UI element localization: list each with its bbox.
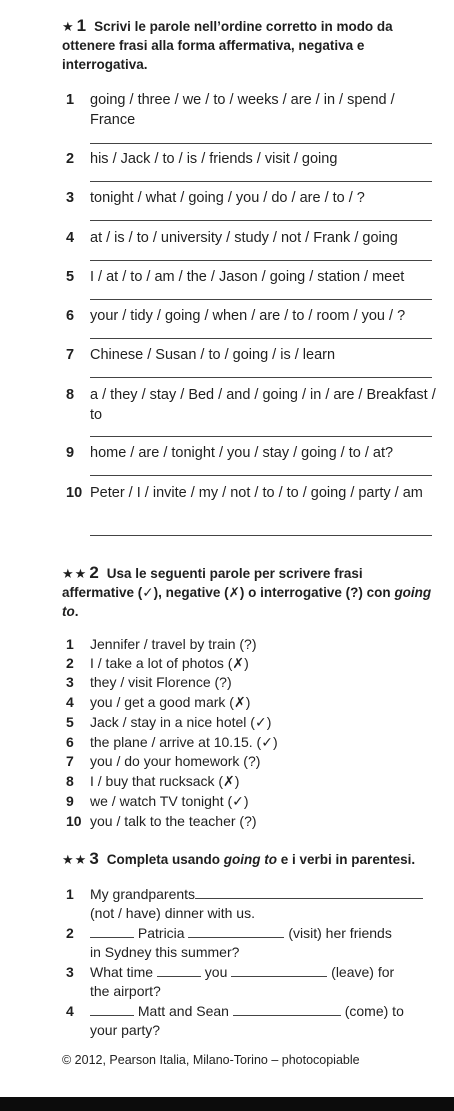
list-item: 10 you / talk to the teacher (?) [66, 813, 257, 829]
answer-line[interactable] [90, 299, 432, 300]
list-item: 9 home / are / tonight / you / stay / going / to / at? [66, 445, 394, 461]
answer-blank[interactable] [90, 924, 134, 938]
answer-line[interactable] [90, 181, 432, 182]
exercise-number: 2 [89, 563, 99, 582]
list-item: 5 Jack / stay in a nice hotel (✓) [66, 714, 272, 730]
list-item: 8 a / they / stay / Bed / and / going / in / are / Breakfast / to [66, 387, 436, 423]
difficulty-stars: ★★ [62, 566, 88, 581]
list-item: 4 Matt and Sean (come) to your party? [66, 1003, 404, 1038]
answer-line[interactable] [90, 220, 432, 221]
list-item: 2 Patricia (visit) her friends in Sydney this summer? [66, 925, 392, 960]
exercise-number: 1 [76, 16, 87, 35]
answer-blank[interactable] [195, 885, 423, 899]
difficulty-stars: ★ [62, 19, 75, 34]
list-item: 3 tonight / what / going / you / do / are / to / ? [66, 190, 365, 206]
answer-line[interactable] [90, 475, 432, 476]
bottom-edge-bar [0, 1097, 454, 1111]
copyright-footer: © 2012, Pearson Italia, Milano-Torino – photocopiable [62, 1053, 360, 1067]
list-item: 9 we / watch TV tonight (✓) [66, 793, 249, 809]
list-item: 4 you / get a good mark (✗) [66, 694, 251, 710]
exercise-3-instruction: ★★ 3 Completa usando going to e i verbi in parentesi. [62, 849, 416, 868]
list-item: 1 going / three / we / to / weeks / are / in / spend / France [66, 92, 395, 128]
answer-blank[interactable] [188, 924, 284, 938]
list-item: 8 I / buy that rucksack (✗) [66, 773, 240, 789]
list-item: 1 My grandparents (not / have) dinner with us. [66, 885, 436, 923]
answer-line[interactable] [90, 338, 432, 339]
list-item: 3 they / visit Florence (?) [66, 674, 232, 690]
answer-blank[interactable] [90, 1002, 134, 1016]
answer-line[interactable] [90, 535, 432, 536]
list-item: 10 Peter / I / invite / my / not / to / to / going / party / am [66, 485, 423, 501]
list-item: 3 What time you (leave) for the airport? [66, 964, 395, 999]
answer-line[interactable] [90, 143, 432, 144]
list-item: 1 Jennifer / travel by train (?) [66, 636, 257, 652]
list-item: 7 Chinese / Susan / to / going / is / learn [66, 347, 336, 363]
answer-line[interactable] [90, 260, 432, 261]
exercise-number: 3 [89, 849, 99, 868]
list-item: 2 his / Jack / to / is / friends / visit / going [66, 151, 338, 167]
answer-blank[interactable] [157, 963, 201, 977]
answer-line[interactable] [90, 377, 432, 378]
answer-line[interactable] [90, 436, 432, 437]
answer-blank[interactable] [231, 963, 327, 977]
exercise-2-instruction: ★★ 2 Usa le seguenti parole per scrivere frasi affermative (✓), negative (✗) o interrogative (?) con going to. [62, 563, 432, 619]
list-item: 6 the plane / arrive at 10.15. (✓) [66, 734, 278, 750]
answer-blank[interactable] [233, 1002, 341, 1016]
list-item: 6 your / tidy / going / when / are / to / room / you / ? [66, 308, 406, 324]
list-item: 2 I / take a lot of photos (✗) [66, 655, 249, 671]
list-item: 7 you / do your homework (?) [66, 753, 261, 769]
list-item: 4 at / is / to / university / study / not / Frank / going [66, 230, 398, 246]
difficulty-stars: ★★ [62, 852, 88, 867]
exercise-1-instruction: ★ 1 Scrivi le parole nell’ordine corretto in modo da ottenere frasi alla forma affermativa, negativa e interrogativa. [62, 16, 393, 72]
list-item: 5 I / at / to / am / the / Jason / going / station / meet [66, 269, 405, 285]
